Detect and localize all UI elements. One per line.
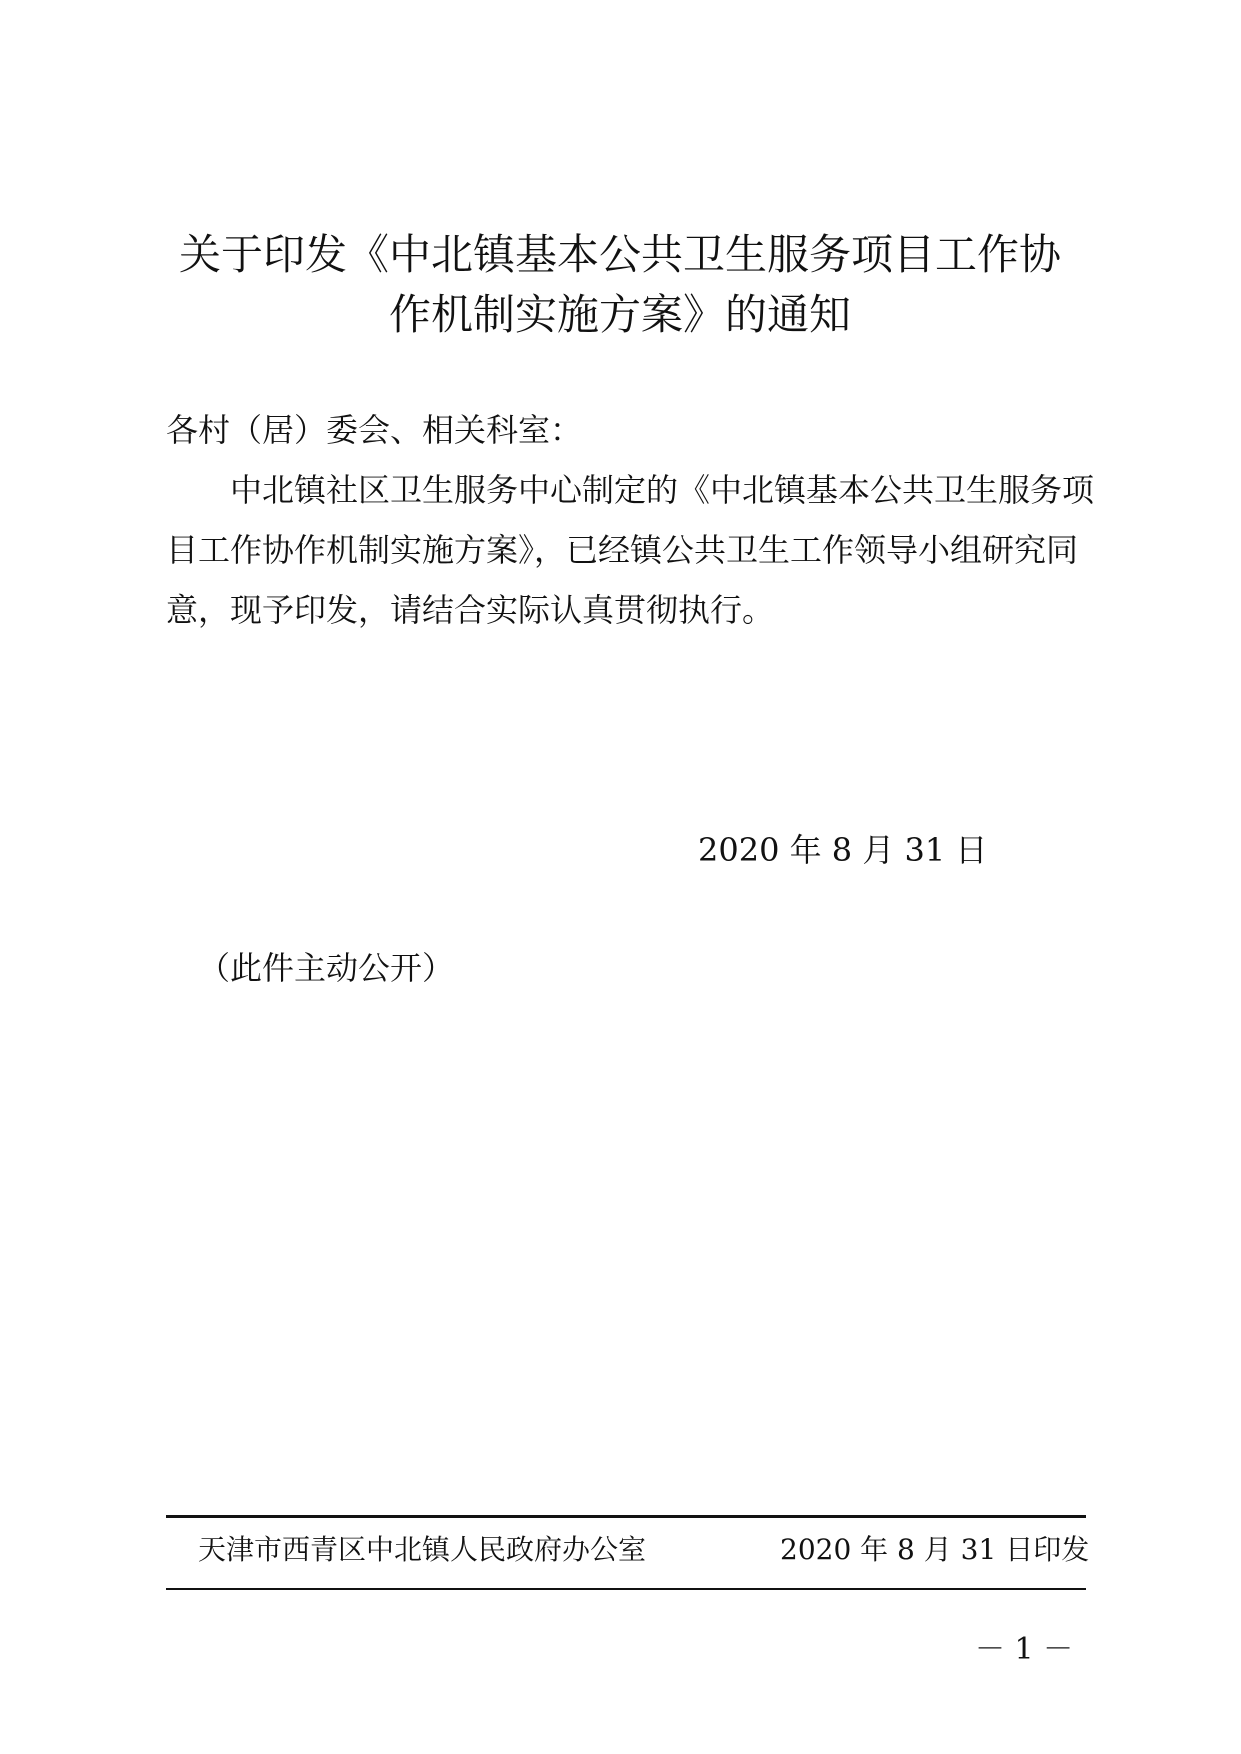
- public-disclosure-note: （此件主动公开）: [198, 949, 455, 987]
- footer-bottom-rule: [166, 1588, 1086, 1590]
- document-title-line-2: 作机制实施方案》的通知: [388, 290, 851, 339]
- body-line-2: 目工作协作机制实施方案》，已经镇公共卫生工作领导小组研究同: [166, 531, 1079, 569]
- salutation: 各村（居）委会、相关科室：: [166, 411, 583, 449]
- footer-top-rule: [166, 1515, 1086, 1518]
- document-title-line-1: 关于印发《中北镇基本公共卫生服务项目工作协: [178, 230, 1061, 279]
- issuer-name: 天津市西青区中北镇人民政府办公室: [198, 1533, 647, 1566]
- issue-date: 2020 年 8 月 31 日印发: [780, 1533, 1090, 1566]
- body-line-1: 中北镇社区卫生服务中心制定的《中北镇基本公共卫生服务项: [230, 471, 1095, 509]
- body-line-3: 意，现予印发，请结合实际认真贯彻执行。: [166, 591, 775, 629]
- document-date: 2020 年 8 月 31 日: [698, 831, 988, 869]
- page-number: － 1 －: [975, 1632, 1074, 1667]
